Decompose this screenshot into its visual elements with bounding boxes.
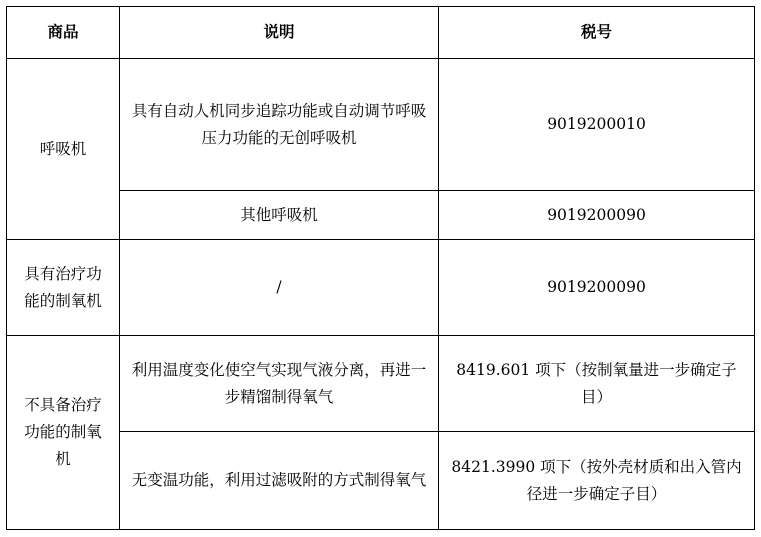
tariff-table bbox=[6, 6, 755, 530]
product-cell: 具有治疗功能的制氧机 bbox=[7, 240, 120, 336]
header-row bbox=[7, 7, 755, 59]
tax-code-cell: 9019200090 bbox=[439, 191, 755, 240]
description-cell: 无变温功能，利用过滤吸附的方式制得氧气 bbox=[120, 432, 439, 530]
table-row bbox=[7, 336, 755, 432]
tax-code-cell: 9019200090 bbox=[439, 240, 755, 336]
tax-code-cell: 8419.601 项下（按制氧量进一步确定子目） bbox=[439, 336, 755, 432]
table-row bbox=[7, 191, 755, 240]
description-cell: / bbox=[120, 240, 439, 336]
table-row bbox=[7, 240, 755, 336]
product-cell: 呼吸机 bbox=[7, 59, 120, 240]
description-cell: 其他呼吸机 bbox=[120, 191, 439, 240]
header-product: 商品 bbox=[7, 7, 120, 59]
table-row bbox=[7, 432, 755, 530]
description-cell: 利用温度变化使空气实现气液分离，再进一步精馏制得氧气 bbox=[120, 336, 439, 432]
header-tax-code: 税号 bbox=[439, 7, 755, 59]
tax-code-cell: 8421.3990 项下（按外壳材质和出入管内径进一步确定子目） bbox=[439, 432, 755, 530]
description-cell: 具有自动人机同步追踪功能或自动调节呼吸压力功能的无创呼吸机 bbox=[120, 59, 439, 191]
product-cell: 不具备治疗功能的制氧机 bbox=[7, 336, 120, 530]
header-description: 说明 bbox=[120, 7, 439, 59]
tax-code-cell: 9019200010 bbox=[439, 59, 755, 191]
table-row bbox=[7, 59, 755, 191]
